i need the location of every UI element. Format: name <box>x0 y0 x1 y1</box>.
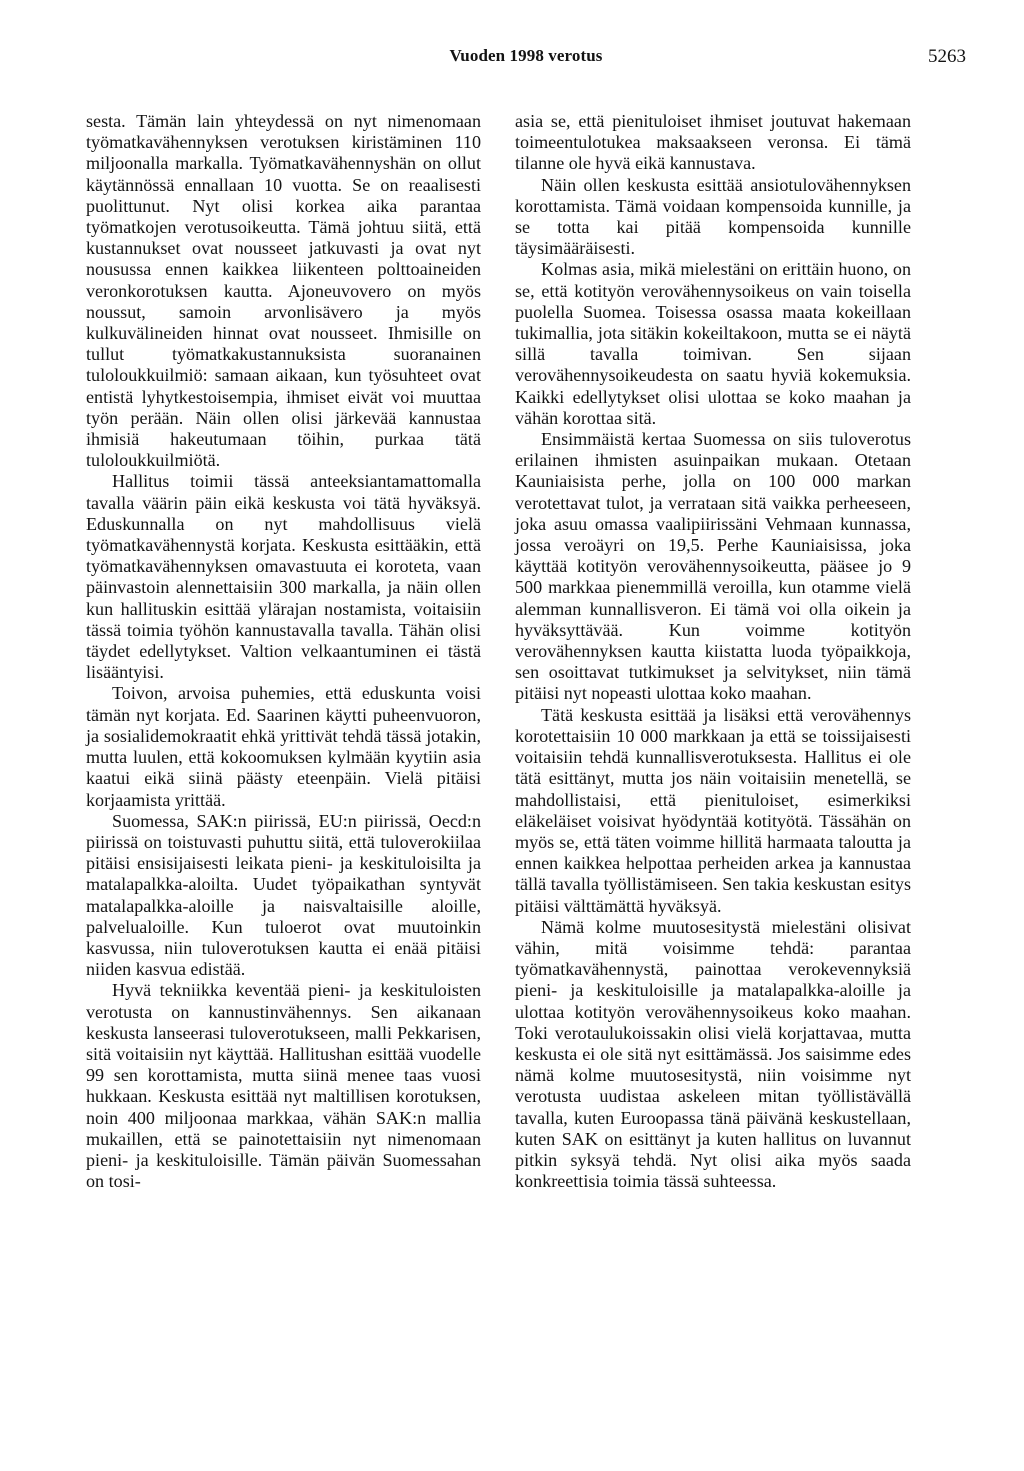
paragraph: Nämä kolme muutosesitystä mielestäni olisivat vähin, mitä voisimme tehdä: parantaa työmatkavähennystä, painottaa verokevennyksiä pieni- ja keskituloisille ja matalapalkka-aloille ja ulottaa kotityön verovähennysoikeus koko maahan. Toki verotaulukoissakin olisi vielä korjattavaa, mutta keskusta ei ole sitä nyt esittämässä. Jos saisimme edes nämä kolme muutosesitystä, niin voisimme nyt verotusta uudistaa askeleen mitan työllistävällä tavalla, kuten Euroopassa tänä päivänä keskustellaan, kuten SAK on esittänyt ja kuten hallitus on luvannut pitkin syksyä tehdä. Nyt olisi aika myös saada konkreettisia toimia tässä suhteessa. <box>515 916 911 1192</box>
running-title: Vuoden 1998 verotus <box>449 46 603 65</box>
page-header <box>86 46 966 74</box>
paragraph: asia se, että pienituloiset ihmiset joutuvat hakemaan toimeentulotukea maksaakseen veronsa. Ei tämä tilanne ole hyvä eikä kannustava. <box>515 111 911 174</box>
paragraph: Suomessa, SAK:n piirissä, EU:n piirissä, Oecd:n piirissä on toistuvasti puhuttu siitä, että tuloverokiilaa pitäisi ensisijaisesti leikata pieni- ja keskituloisilta ja matalapalkka-aloilta. Uudet työpaikathan syntyvät matalapalkka-aloille ja naisvaltaisille aloille, palvelualoille. Kun tuloerot ovat muutoinkin kasvussa, niin tuloverotuksen kautta ei enää pitäisi niiden kasvua edistää. <box>86 810 481 980</box>
page-number: 5263 <box>928 46 966 67</box>
paragraph: Hallitus toimii tässä anteeksiantamattomalla tavalla väärin päin eikä keskusta voi tätä hyväksyä. Eduskunnalla on nyt mahdollisuus vielä työmatkavähennystä korjata. Keskusta esittääkin, että työmatkavähennyksen omavastuuta ei koroteta, vaan päinvastoin alennettaisiin 300 markalla, ja näin ollen kun hallituskin esittää ylärajan nostamista, voitaisiin tässä toimia työhön kannustavalla tavalla. Tähän olisi täydet edellytykset. Valtion velkaantuminen ei tästä lisääntyisi. <box>86 471 481 683</box>
paragraph: Ensimmäistä kertaa Suomessa on siis tuloverotus erilainen ihmisten asuinpaikan mukaan. Otetaan Kauniaisista perhe, jolla on 100 000 markan verotettavat tulot, ja verrataan sitä vaikka perheeseen, joka asuu omassa vaalipiirissäni Vehmaan kunnassa, jossa veroäyri on 19,5. Perhe Kauniaisissa, joka käyttää kotityön verovähennysoikeutta, pääsee jo 9 500 markkaa pienemmillä veroilla, kun otamme vielä alemman kunnallisveron. Ei tämä voi olla oikein ja hyväksyttävää. Kun voimme kotityön verovähennyksen kautta kiistatta luoda työpaikkoja, sen osoittavat tutkimukset ja selvitykset, niin tämä pitäisi nyt nopeasti ulottaa koko maahan. <box>515 429 911 704</box>
paragraph: Tätä keskusta esittää ja lisäksi että verovähennys korotettaisiin 10 000 markkaan ja että se toissijaisesti voitaisiin tehdä kunnallisverotuksesta. Hallitus ei ole tätä esittänyt, mutta jos näin voitaisiin menetellä, se mahdollistaisi, että pienituloiset, esimerkiksi eläkeläiset voisivat hyödyntää kotityötä. Tässähän on myös se, että täten voimme hillitä harmaata taloutta ja ennen kaikkea helpottaa perheiden arkea ja kannustaa tällä tavalla työllistämiseen. Sen takia keskustan esitys pitäisi välttämättä hyväksyä. <box>515 704 911 916</box>
left-column <box>86 111 481 1192</box>
paragraph: Näin ollen keskusta esittää ansiotulovähennyksen korottamista. Tämä voidaan kompensoida kunnille, ja se totta kai pitää kompensoida kunnille täysimääräisesti. <box>515 174 911 259</box>
right-column <box>515 111 911 1192</box>
paragraph: Toivon, arvoisa puhemies, että eduskunta voisi tämän nyt korjata. Ed. Saarinen käytti puheenvuoron, ja sosialidemokraatit ehkä yrittivät tehdä tässä jotakin, mutta luulen, että kokoomuksen kylmään kyytiin asia kaatui eikä siinä päästy eteenpäin. Vielä pitäisi korjaamista yrittää. <box>86 683 481 810</box>
paragraph: Hyvä tekniikka keventää pieni- ja keskituloisten verotusta on kannustinvähennys. Sen aikanaan keskusta lanseerasi tuloverotukseen, malli Pekkarisen, sitä voitaisiin nyt käyttää. Hallitushan esittää vuodelle 99 sen korottamista, mutta siinä menee taas vuosi hukkaan. Keskusta esittää nyt maltillisen korotuksen, noin 400 miljoonaa markkaa, vähän SAK:n mallia mukaillen, että se painotettaisiin nyt nimenomaan pieni- ja keskituloisille. Tämän päivän Suomessahan on tosi- <box>86 980 481 1192</box>
paragraph: sesta. Tämän lain yhteydessä on nyt nimenomaan työmatkavähennyksen verotuksen kiristäminen 110 miljoonalla markalla. Työmatkavähennyshän on ollut käytännössä ennallaan 10 vuotta. Se on reaalisesti puolittunut. Nyt olisi korkea aika parantaa työmatkojen verotusoikeutta. Tämä johtuu siitä, että kustannukset ovat nousseet jatkuvasti ja ovat nyt nousussa ennen kaikkea liikenteen polttoaineiden veronkorotuksen kautta. Ajoneuvovero on myös noussut, samoin arvonlisävero ja myös kulkuvälineiden hinnat ovat nousseet. Ihmisille on tullut työmatkakustannuksista suoranainen tuloloukkuilmiö: samaan aikaan, kun työsuhteet ovat entistä lyhytkestoisempia, ihmiset eivät voi muuttaa työn perään. Näin ollen olisi järkevää kannustaa ihmisiä hakeutumaan töihin, purkaa tätä tuloloukkuilmiötä. <box>86 111 481 471</box>
paragraph: Kolmas asia, mikä mielestäni on erittäin huono, on se, että kotityön verovähennysoikeus on vain toisella puolella Suomea. Toisessa osassa maata kokeillaan tukimallia, jota sitäkin kokeiltakoon, mutta se ei näytä sillä tavalla toimivan. Sen sijaan verovähennysoikeudesta on saatu hyviä kokemuksia. Kaikki edellytykset olisi ulottaa se koko maahan ja vähän korottaa sitä. <box>515 259 911 428</box>
